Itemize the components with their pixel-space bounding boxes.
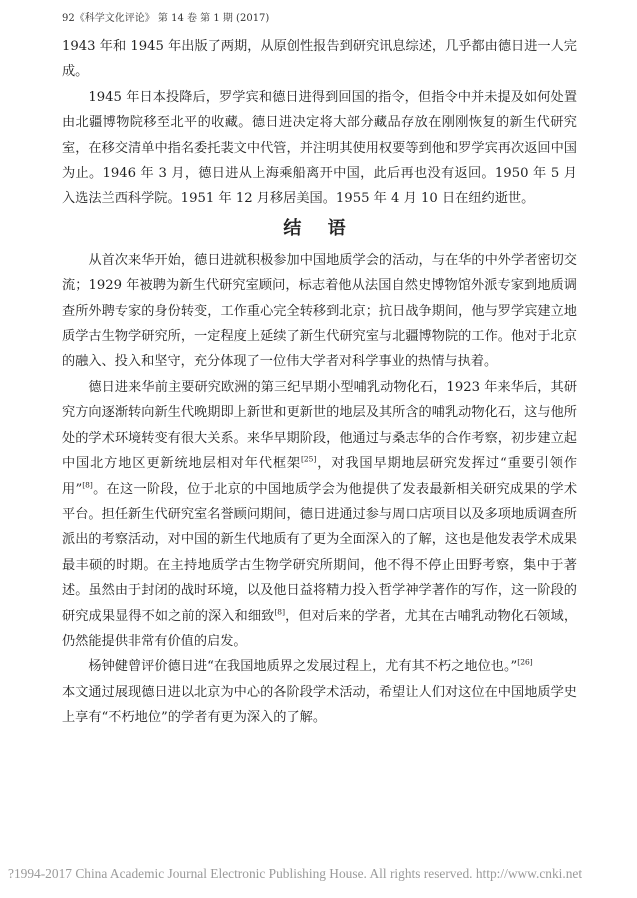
citation-25: [25] <box>300 454 317 464</box>
paragraph-5-continued: 本文通过展现德日进以北京为中心的各阶段学术活动，希望让人们对这位在中国地质学史上享有“不朽地位”的学者有更为深入的了解。 <box>62 684 577 726</box>
section-heading-conclusion: 结 语 <box>283 217 356 239</box>
citation-26: [26] <box>517 657 533 667</box>
paragraph-4-text-b: ，对我国早期地层研究发挥过“重要引领作用” <box>62 456 577 497</box>
paragraph-4-text-d: ，但对后来的学者，尤其在古哺乳动物化石领域，仍然能提供非常有价值的启发。 <box>62 608 578 649</box>
paragraph-5 <box>62 654 577 679</box>
running-header: 92《科学文化评论》 第 14 卷 第 1 期 (2017) <box>62 13 270 24</box>
paragraph-4 <box>62 375 577 654</box>
citation-8: [8] <box>82 480 93 490</box>
paragraph-4-text-a: 德日进来华前主要研究欧洲的第三纪早期小型哺乳动物化石，1923 年来华后，其研究方向逐渐转向新生代晚期即上新世和更新世的地层及其所含的哺乳动物化石，这与他所处的学术环境转变有很大关系。来华早期阶段，他通过与桑志华的合作考察，初步建立起中国北方地区更新统地层相对年代框架 <box>62 379 577 472</box>
copyright-footer: ?1994-2017 China Academic Journal Electronic Publishing House. All rights reserved. http://www.cnki.net <box>8 866 583 881</box>
citation-8-second: [8] <box>274 607 285 617</box>
paragraph-3: 从首次来华开始，德日进就积极参加中国地质学会的活动，与在华的中外学者密切交流；1929 年被聘为新生代研究室顾问，标志着他从法国自然史博物馆外派专家到地质调查所外聘专家的身份转变，工作重心完全转移到北京；抗日战争期间，他与罗学宾建立地质学古生物学研究所，一定程度上延续了新生代研究室与北疆博物院的工作。他对于北京的融入、投入和坚守，充分体现了一位伟大学者对科学事业的热情与执着。 <box>62 252 577 370</box>
paragraph-2: 1945 年日本投降后，罗学宾和德日进得到回国的指令，但指令中并未提及如何处置由北疆博物院移至北平的收藏。德日进决定将大部分藏品存放在刚刚恢复的新生代研究室，在移交清单中指名委托裴文中代管，并注明其使用权要等到他和罗学宾再次返回中国为止。1946 年 3 月，德日进从上海乘船离开中国，此后再也没有返回。1950 年 5 月入选法兰西科学院。1951 年 12 月移居美国。1955 年 4 月 10 日在纽约逝世。 <box>62 89 577 207</box>
paragraph-4-text-c: 。在这一阶段，位于北京的中国地质学会为他提供了发表最新相关研究成果的学术平台。担任新生代研究室名誉顾问期间，德日进通过参与周口店项目以及多项地质调查所派出的考察活动，对中国的新生代地质有了更为全面深入的了解，这也是他发表学术成果最丰硕的时期。在主持地质学古生物学研究所期间，他不得不停止田野考察，集中于著述。虽然由于封闭的战时环境，以及他日益将精力投入哲学神学著作的写作，这一阶段的研究成果显得不如之前的深入和细致 <box>62 481 578 624</box>
article-body <box>62 34 577 731</box>
paragraph-5-text-a: 杨钟健曾评价德日进“在我国地质界之发展过程上，尤有其不朽之地位也。” <box>88 659 518 675</box>
paragraph-1: 1943 年和 1945 年出版了两期，从原创性报告到研究讯息综述，几乎都由德日进一人完成。 <box>62 39 577 80</box>
